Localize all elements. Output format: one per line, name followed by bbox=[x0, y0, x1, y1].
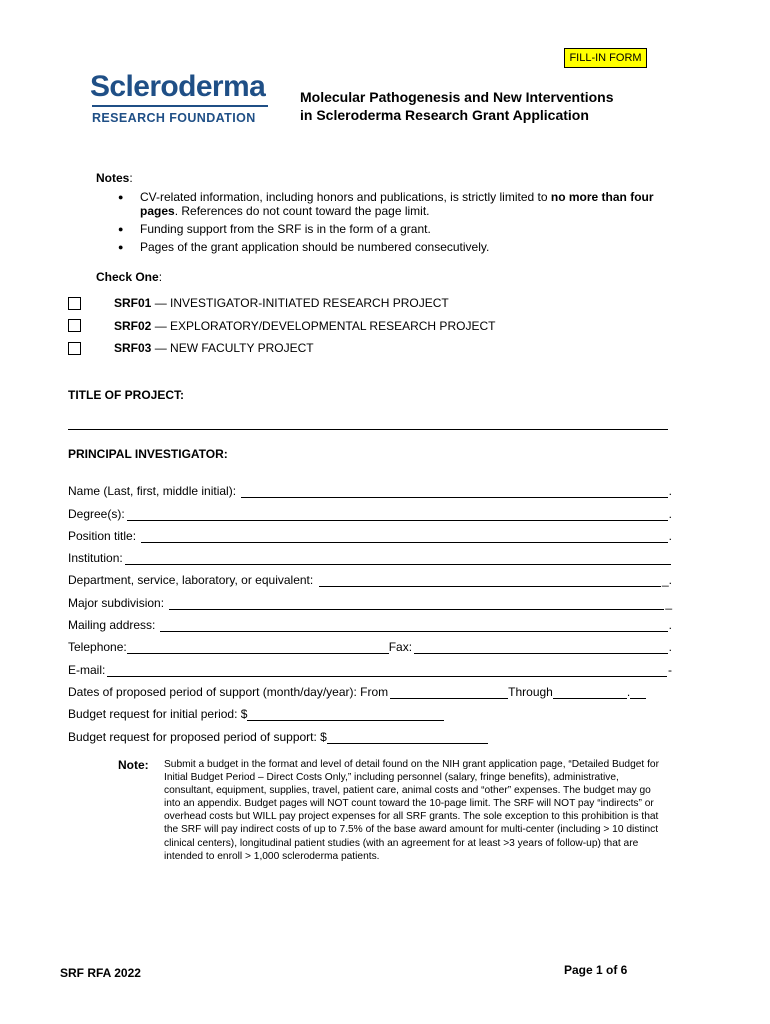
document-title: Molecular Pathogenesis and New Interventions in Scleroderma Research Grant Application bbox=[300, 89, 614, 123]
option-label: SRF03 — NEW FACULTY PROJECT bbox=[114, 341, 314, 356]
budget-proposed-field[interactable] bbox=[327, 731, 488, 744]
degrees-label: Degree(s): bbox=[68, 506, 125, 521]
page-number: Page 1 of 6 bbox=[564, 963, 628, 977]
check-one-heading: Check One: bbox=[96, 270, 163, 284]
budget-initial-row bbox=[68, 699, 672, 721]
telephone-field[interactable] bbox=[127, 641, 389, 654]
budget-note-label: Note: bbox=[118, 758, 149, 772]
from-date-field[interactable] bbox=[390, 686, 508, 699]
dates-label: Dates of proposed period of support (month/day/year): From bbox=[68, 684, 389, 699]
budget-proposed-row bbox=[68, 721, 672, 743]
phone-fax-row: Telephone: Fax: . bbox=[68, 640, 672, 655]
fax-label: Fax: bbox=[388, 640, 413, 655]
mailing-label: Mailing address: bbox=[68, 618, 156, 633]
option-srf01 bbox=[68, 292, 668, 315]
budget-initial-field[interactable] bbox=[247, 708, 444, 721]
institution-label: Institution: bbox=[68, 551, 123, 566]
srf01-checkbox[interactable] bbox=[68, 297, 81, 310]
project-title-field[interactable] bbox=[68, 429, 668, 430]
note-item: ● Funding support from the SRF is in the form of a grant. bbox=[118, 222, 688, 236]
logo-divider bbox=[92, 105, 268, 107]
department-row: Department, service, laboratory, or equivalent: _. bbox=[68, 573, 672, 588]
institution-row bbox=[68, 543, 672, 565]
project-type-options bbox=[68, 292, 668, 360]
option-srf03 bbox=[68, 337, 668, 360]
email-label: E-mail: bbox=[68, 662, 106, 677]
subdivision-row: Major subdivision: _ bbox=[68, 595, 672, 610]
through-date-field[interactable] bbox=[553, 686, 627, 699]
investigator-fields bbox=[68, 476, 672, 744]
fax-field[interactable] bbox=[414, 641, 668, 654]
subdivision-label: Major subdivision: bbox=[68, 595, 165, 610]
logo-wordmark: Scleroderma bbox=[90, 70, 266, 103]
note-item: ● Pages of the grant application should be numbered consecutively. bbox=[118, 240, 688, 254]
note-item: ● CV-related information, including honors and publications, is strictly limited to no more than four pages. References do not count toward the page limit. bbox=[118, 190, 688, 218]
srf03-checkbox[interactable] bbox=[68, 342, 81, 355]
srf02-checkbox[interactable] bbox=[68, 319, 81, 332]
option-srf02 bbox=[68, 315, 668, 338]
logo-subtitle: RESEARCH FOUNDATION bbox=[92, 111, 256, 125]
name-row: Name (Last, first, middle initial): . bbox=[68, 484, 672, 499]
foundation-logo bbox=[90, 70, 270, 125]
department-label: Department, service, laboratory, or equivalent: bbox=[68, 573, 314, 588]
mailing-row: Mailing address: . bbox=[68, 618, 672, 633]
position-row: Position title: . bbox=[68, 528, 672, 543]
dates-row: Dates of proposed period of support (month/day/year): From Through . bbox=[68, 677, 672, 699]
notes-heading: Notes: bbox=[96, 171, 133, 185]
option-label: SRF01 — INVESTIGATOR-INITIATED RESEARCH PROJECT bbox=[114, 296, 449, 311]
institution-field[interactable] bbox=[125, 552, 671, 565]
option-label: SRF02 — EXPLORATORY/DEVELOPMENTAL RESEARCH PROJECT bbox=[114, 318, 496, 333]
principal-investigator-heading: PRINCIPAL INVESTIGATOR: bbox=[68, 447, 228, 461]
subdivision-field[interactable] bbox=[169, 597, 664, 610]
position-label: Position title: bbox=[68, 528, 137, 543]
notes-list bbox=[118, 190, 688, 258]
budget-proposed-label: Budget request for proposed period of support: $ bbox=[68, 729, 327, 744]
email-field[interactable] bbox=[107, 664, 667, 677]
name-field[interactable] bbox=[241, 485, 668, 498]
email-row: E-mail: - bbox=[68, 662, 672, 677]
budget-initial-label: Budget request for initial period: $ bbox=[68, 707, 248, 722]
name-label: Name (Last, first, middle initial): bbox=[68, 484, 237, 499]
department-field[interactable] bbox=[319, 574, 661, 587]
degrees-field[interactable] bbox=[127, 508, 668, 521]
fill-in-form-badge: FILL-IN FORM bbox=[564, 48, 647, 68]
degrees-row: Degree(s): . bbox=[68, 506, 672, 521]
footer-document-id: SRF RFA 2022 bbox=[60, 966, 141, 980]
position-field[interactable] bbox=[141, 530, 668, 543]
telephone-label: Telephone: bbox=[68, 640, 127, 655]
through-label: Through bbox=[508, 684, 553, 699]
project-title-label: TITLE OF PROJECT: bbox=[68, 388, 185, 402]
budget-note bbox=[118, 758, 668, 863]
budget-note-text: Submit a budget in the format and level of detail found on the NIH grant application page, “Detailed Budget for Initial Budget Period – Direct Costs Only,” including personnel (salary, fringe benefits), administrative, consultant, equipment, supplies, travel, patient care, animal costs and “other” expenses. The budget may go into an appendix. Budget pages will NOT count toward the 10-page limit. The SRF will NOT pay “indirects” or overhead costs but WILL pay project expenses for all SRF grants. The sole exception to this prohibition is that the SRF will pay indirect costs of up to 7.5% of the base award amount for multi-center (including > 10 distinct clinical centers), longitudinal patient studies (with an agreement for at least >3 years of follow-up) that are intended to enroll > 1,000 scleroderma patients. bbox=[164, 759, 659, 862]
mailing-address-field[interactable] bbox=[160, 619, 667, 632]
